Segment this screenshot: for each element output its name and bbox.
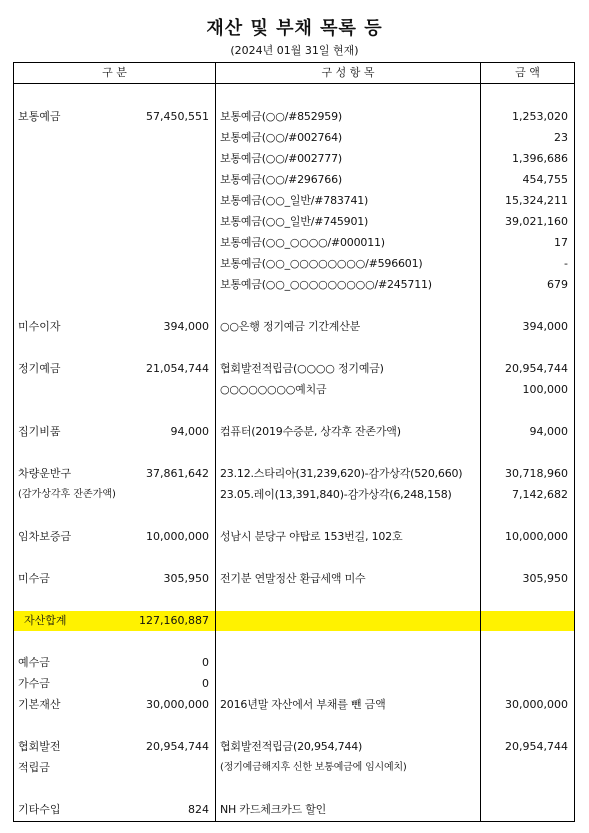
row-category: 예수금 xyxy=(18,656,50,669)
row-category-amount: 0 xyxy=(202,677,209,690)
document-title: 재산 및 부채 목록 등 xyxy=(206,18,383,39)
asset-total-row xyxy=(14,611,574,631)
row-amount: 17 xyxy=(554,236,568,249)
row-amount: 100,000 xyxy=(522,383,568,396)
row-detail: 보통예금(○○_일반/#745901) xyxy=(220,215,369,228)
table-row xyxy=(14,737,574,757)
row-amount: - xyxy=(564,257,568,270)
column-divider xyxy=(215,63,216,821)
assets-liabilities-table xyxy=(13,62,575,822)
table-row xyxy=(14,422,574,442)
table-row xyxy=(14,527,574,547)
row-category: 미수금 xyxy=(18,572,50,585)
row-category: 집기비품 xyxy=(18,425,61,438)
row-category-amount: 30,000,000 xyxy=(146,698,209,711)
table-row xyxy=(14,800,574,820)
row-detail: 23.12.스타리아(31,239,620)-감가상각(520,660) xyxy=(220,467,463,480)
table-row xyxy=(14,317,574,337)
table-row xyxy=(14,254,574,274)
column-divider xyxy=(480,63,481,821)
table-row xyxy=(14,758,574,778)
row-category: 협회발전 xyxy=(18,740,61,753)
table-row xyxy=(14,107,574,127)
row-category-amount: 37,861,642 xyxy=(146,467,209,480)
table-row xyxy=(14,149,574,169)
table-row xyxy=(14,485,574,505)
row-category-amount: 0 xyxy=(202,656,209,669)
row-detail: 보통예금(○○_일반/#783741) xyxy=(220,194,369,207)
table-row xyxy=(14,653,574,673)
row-category-amount: 824 xyxy=(188,803,209,816)
row-detail: ○○은행 정기예금 기간계산분 xyxy=(220,320,361,333)
table-row xyxy=(14,695,574,715)
row-amount: 20,954,744 xyxy=(505,362,568,375)
table-row xyxy=(14,170,574,190)
row-detail: 협회발전적립금(20,954,744) xyxy=(220,740,363,753)
table-row xyxy=(14,233,574,253)
row-detail: 전기분 연말정산 환급세액 미수 xyxy=(220,572,366,585)
row-detail: 보통예금(○○/#852959) xyxy=(220,110,342,123)
row-category-amount: 10,000,000 xyxy=(146,530,209,543)
row-amount: 23 xyxy=(554,131,568,144)
row-category: 적립금 xyxy=(18,761,50,774)
table-row xyxy=(14,380,574,400)
row-amount: 39,021,160 xyxy=(505,215,568,228)
row-category-amount: 21,054,744 xyxy=(146,362,209,375)
row-category: 기본재산 xyxy=(18,698,61,711)
table-row xyxy=(14,674,574,694)
row-detail: 보통예금(○○/#296766) xyxy=(220,173,342,186)
row-detail: 23.05.레이(13,391,840)-감가상각(6,248,158) xyxy=(220,488,452,501)
header-category: 구 분 xyxy=(102,66,127,79)
row-category-amount: 94,000 xyxy=(170,425,209,438)
row-category: 임차보증금 xyxy=(18,530,72,543)
table-row xyxy=(14,128,574,148)
row-category: 기타수입 xyxy=(18,803,61,816)
row-amount: 679 xyxy=(547,278,568,291)
row-amount: 10,000,000 xyxy=(505,530,568,543)
row-detail: 협회발전적립금(○○○○ 정기예금) xyxy=(220,362,384,375)
row-amount: 30,718,960 xyxy=(505,467,568,480)
row-amount: 1,253,020 xyxy=(512,110,568,123)
table-row xyxy=(14,191,574,211)
row-category: 미수이자 xyxy=(18,320,61,333)
row-detail: 2016년말 자산에서 부채를 뺀 금액 xyxy=(220,698,386,711)
table-header xyxy=(14,63,574,84)
row-category-amount: 394,000 xyxy=(163,320,209,333)
row-category: 정기예금 xyxy=(18,362,61,375)
row-detail: NH 카드체크카드 할인 xyxy=(220,803,327,816)
row-detail: 보통예금(○○/#002777) xyxy=(220,152,342,165)
header-amount: 금 액 xyxy=(515,66,540,79)
row-detail: 성남시 분당구 야탑로 153번길, 102호 xyxy=(220,530,403,543)
document-date: (2024년 01월 31일 현재) xyxy=(230,44,359,57)
row-detail: 보통예금(○○/#002764) xyxy=(220,131,342,144)
row-amount: 20,954,744 xyxy=(505,740,568,753)
row-amount: 454,755 xyxy=(522,173,568,186)
row-category-amount: 305,950 xyxy=(163,572,209,585)
row-category-amount: 57,450,551 xyxy=(146,110,209,123)
row-amount: 1,396,686 xyxy=(512,152,568,165)
row-category: 가수금 xyxy=(18,677,50,690)
row-amount: 15,324,211 xyxy=(505,194,568,207)
row-amount: 7,142,682 xyxy=(512,488,568,501)
row-category: (감가상각후 잔존가액) xyxy=(18,489,116,500)
row-detail: 보통예금(○○_○○○○/#000011) xyxy=(220,236,385,249)
row-detail: 컴퓨터(2019수증분, 상각후 잔존가액) xyxy=(220,425,401,438)
row-category: 차량운반구 xyxy=(18,467,72,480)
row-amount: 94,000 xyxy=(529,425,568,438)
row-amount: 394,000 xyxy=(522,320,568,333)
row-category-amount: 127,160,887 xyxy=(139,614,209,627)
row-category-amount: 20,954,744 xyxy=(146,740,209,753)
row-detail: 보통예금(○○_○○○○○○○○/#596601) xyxy=(220,257,423,270)
row-category: 보통예금 xyxy=(18,110,61,123)
header-detail: 구 성 항 목 xyxy=(321,66,375,79)
table-row xyxy=(14,464,574,484)
row-amount: 305,950 xyxy=(522,572,568,585)
row-amount: 30,000,000 xyxy=(505,698,568,711)
table-row xyxy=(14,275,574,295)
table-row xyxy=(14,569,574,589)
row-detail: 보통예금(○○_○○○○○○○○○/#245711) xyxy=(220,278,432,291)
table-row xyxy=(14,212,574,232)
row-detail: (정기예금해지후 신한 보통예금에 임시예치) xyxy=(220,762,407,773)
row-category: 자산합계 xyxy=(24,614,67,627)
row-detail: ○○○○○○○○예치금 xyxy=(220,383,327,396)
table-row xyxy=(14,359,574,379)
